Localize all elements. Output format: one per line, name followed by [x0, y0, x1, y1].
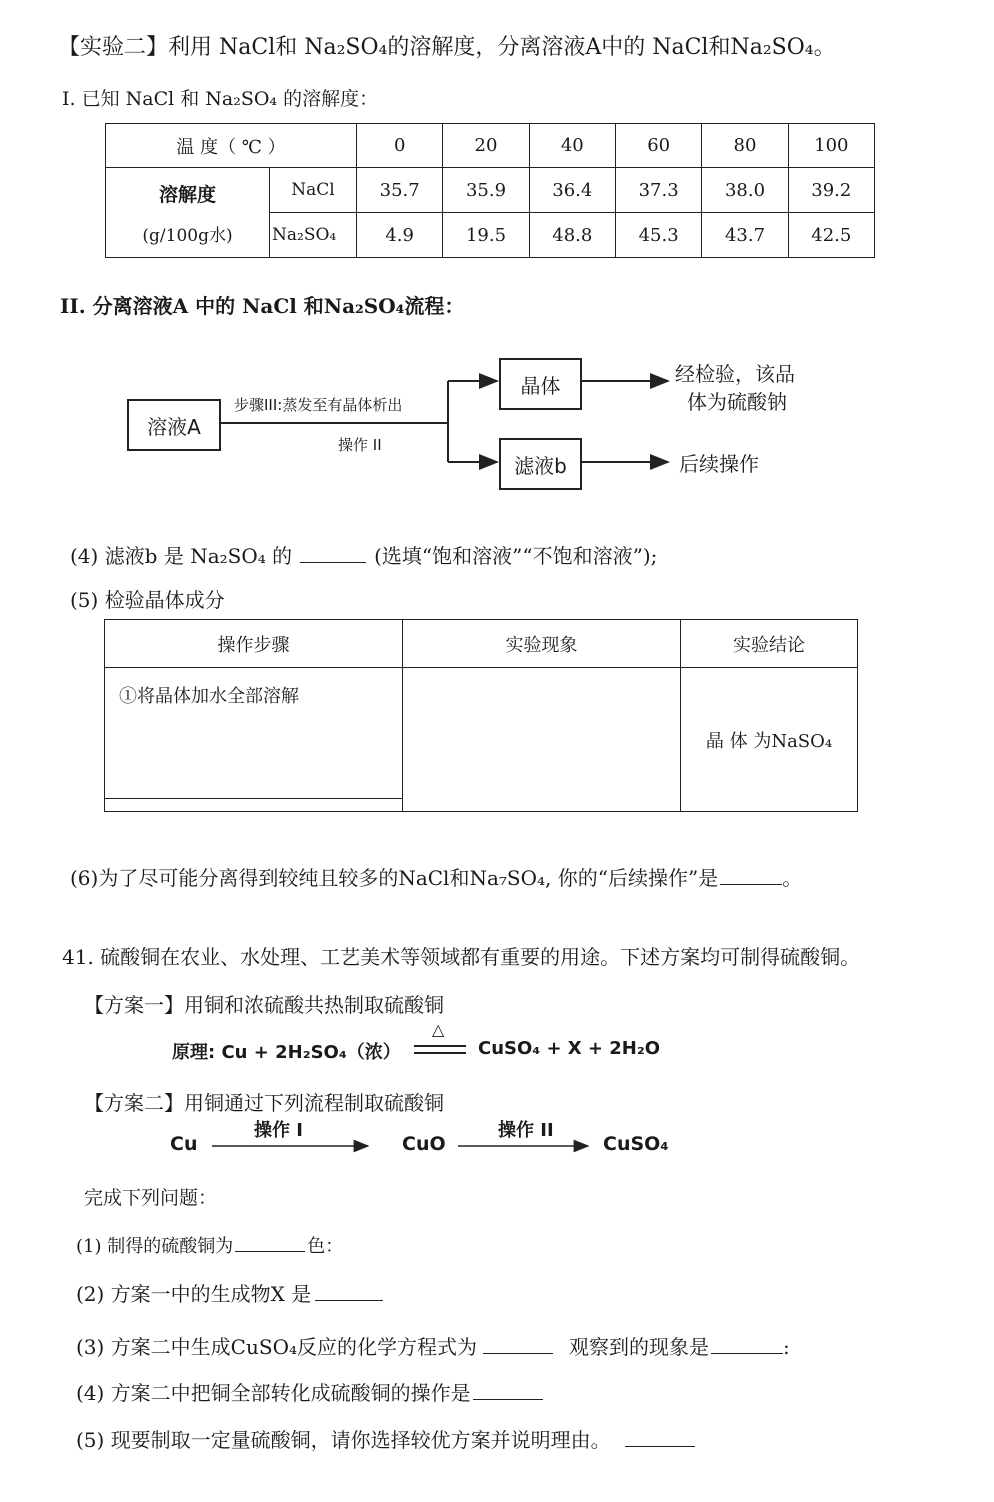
- answer-blank[interactable]: [235, 1233, 305, 1252]
- part1-label: I. 已知 NaCl 和 Na₂SO₄ 的溶解度：: [62, 88, 379, 110]
- result-line-1: 经检验，该品: [675, 362, 795, 386]
- question-4: [70, 540, 657, 569]
- plan-2-title: 【方案二】用铜通过下列流程制取硫酸铜: [84, 1091, 444, 1115]
- temp-cell: 60: [615, 124, 701, 168]
- plan-1-title: 【方案一】用铜和浓硫酸共热制取硫酸铜: [84, 993, 444, 1017]
- task-1-text: (1) 制得的硫酸铜为: [76, 1236, 234, 1257]
- operation-label: 操作 II: [338, 436, 382, 454]
- table-cell: 43.7: [702, 213, 788, 258]
- temp-cell: 80: [702, 124, 788, 168]
- crystal-box: 晶体: [499, 358, 582, 410]
- filtrate-box: 滤液b: [499, 438, 582, 490]
- solution-a-box: 溶液A: [127, 399, 221, 451]
- row-name-na2so4: Na₂SO₄: [270, 213, 357, 258]
- test-table: [104, 619, 858, 812]
- answer-blank[interactable]: [711, 1335, 783, 1354]
- question-6-end: 。: [782, 866, 803, 890]
- task-3: [76, 1331, 790, 1360]
- table-cell: 36.4: [529, 168, 615, 213]
- table-cell: 19.5: [443, 213, 529, 258]
- answer-blank[interactable]: [315, 1282, 383, 1301]
- task-3-tail: :: [783, 1335, 790, 1359]
- table-cell: 48.8: [529, 213, 615, 258]
- question-4-text: (4) 滤液b 是 Na₂SO₄ 的: [70, 544, 293, 568]
- question-6: [70, 862, 802, 891]
- conclusion-cell: 晶 体 为NaSO₄: [681, 668, 858, 812]
- temp-cell: 40: [529, 124, 615, 168]
- table-cell: 42.5: [788, 213, 874, 258]
- table-cell: 37.3: [615, 168, 701, 213]
- solubility-unit: (g/100g水): [142, 225, 233, 246]
- flow-op2: 操作 II: [498, 1120, 554, 1141]
- question-5: (5) 检验晶体成分: [70, 588, 225, 612]
- part2-label: II. 分离溶液A 中的 NaCl 和Na₂SO₄流程：: [60, 294, 465, 318]
- table-cell: 45.3: [615, 213, 701, 258]
- flow-cuo: CuO: [402, 1133, 446, 1155]
- question-6-text: (6)为了尽可能分离得到较纯且较多的NaCl和Na₇SO₄, 你的“后续操作”是: [70, 866, 719, 890]
- heat-symbol: △: [432, 1020, 445, 1039]
- principle-left: 原理: Cu + 2H₂SO₄（浓）: [172, 1042, 401, 1063]
- step-label: 步骤III:蒸发至有晶体析出: [234, 396, 403, 414]
- task-3-text: (3) 方案二中生成CuSO₄反应的化学方程式为: [76, 1335, 477, 1359]
- task-2: [76, 1278, 383, 1307]
- principle-right: CuSO₄ + X + 2H₂O: [478, 1038, 661, 1059]
- solubility-label: 溶解度: [158, 183, 216, 206]
- answer-blank[interactable]: [483, 1335, 553, 1354]
- task-5: [76, 1424, 695, 1453]
- answer-blank[interactable]: [300, 544, 366, 563]
- step-cell: [105, 668, 403, 812]
- flow-op1: 操作 I: [254, 1120, 303, 1141]
- task-3-mid: 观察到的现象是: [569, 1335, 709, 1359]
- task-1: [76, 1232, 343, 1258]
- temperature-header: 温 度（ ℃ ）: [106, 124, 357, 168]
- temp-cell: 20: [443, 124, 529, 168]
- flow-cu: Cu: [170, 1133, 198, 1155]
- tasks-label: 完成下列问题：: [84, 1187, 218, 1209]
- table-cell: 35.7: [357, 168, 443, 213]
- question-4-tail: (选填“饱和溶液”“不饱和溶液”);: [374, 544, 658, 568]
- task-1-tail: 色：: [307, 1236, 344, 1257]
- experiment-heading: 【实验二】利用 NaCl和 Na₂SO₄的溶解度，分离溶液A中的 NaCl和Na₂SO₄。: [58, 35, 836, 60]
- header-steps: 操作步骤: [105, 620, 403, 668]
- temp-cell: 0: [357, 124, 443, 168]
- header-conclusion: 实验结论: [681, 620, 858, 668]
- step-1: ①将晶体加水全部溶解: [119, 686, 299, 707]
- temp-cell: 100: [788, 124, 874, 168]
- answer-blank[interactable]: [720, 866, 782, 885]
- task-4-text: (4) 方案二中把铜全部转化成硫酸铜的操作是: [76, 1381, 471, 1405]
- task-5-text: (5) 现要制取一定量硫酸铜，请你选择较优方案并说明理由。: [76, 1428, 611, 1452]
- followup-label: 后续操作: [679, 452, 759, 476]
- question-41-intro: 41. 硫酸铜在农业、水处理、工艺美术等领域都有重要的用途。下述方案均可制得硫酸铜。: [62, 945, 861, 969]
- result-line-2: 体为硫酸钠: [687, 390, 787, 414]
- table-cell: 39.2: [788, 168, 874, 213]
- step-divider: [105, 798, 402, 799]
- task-2-text: (2) 方案一中的生成物X 是: [76, 1282, 312, 1306]
- phenomena-cell[interactable]: [403, 668, 681, 812]
- task-4: [76, 1377, 543, 1406]
- answer-blank[interactable]: [625, 1428, 695, 1447]
- row-name-nacl: NaCl: [270, 168, 357, 213]
- table-cell: 4.9: [357, 213, 443, 258]
- table-cell: 35.9: [443, 168, 529, 213]
- flow-cuso4: CuSO₄: [603, 1133, 669, 1155]
- answer-blank[interactable]: [473, 1381, 543, 1400]
- table-cell: 38.0: [702, 168, 788, 213]
- header-phenomena: 实验现象: [403, 620, 681, 668]
